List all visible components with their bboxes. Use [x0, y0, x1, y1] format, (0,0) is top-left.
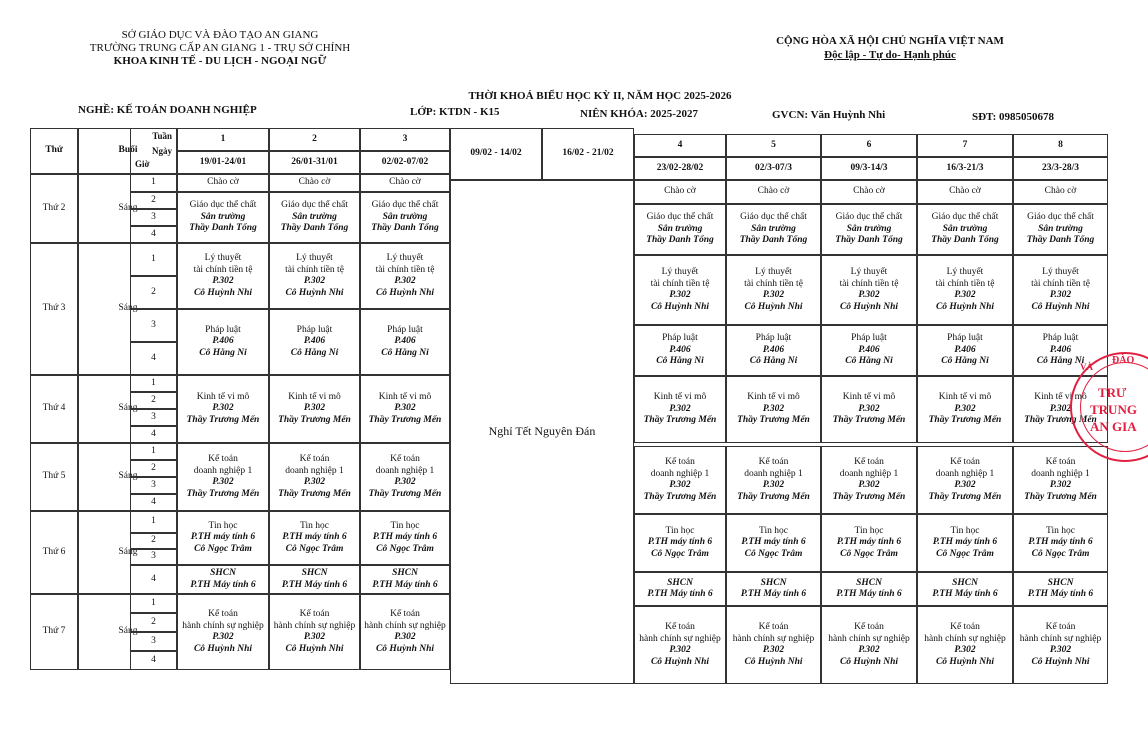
- period-7-1: 1: [130, 594, 177, 613]
- class-ktdn-w7: Kế toán doanh nghiệp 1 P.302 Thầy Trương Mến: [917, 446, 1013, 514]
- session-3: Sáng: [78, 243, 178, 375]
- stamp-text-5: VÀ: [1080, 362, 1093, 372]
- header-thu: Thứ: [30, 128, 78, 174]
- session-2: Sáng: [78, 174, 178, 243]
- period-6-2: 2: [130, 533, 177, 549]
- class-ktvm-w2: Kinh tế vi mô P.302 Thầy Trương Mến: [269, 375, 360, 443]
- class-ktdn-w6: Kế toán doanh nghiệp 1 P.302 Thầy Trương Mến: [821, 446, 917, 514]
- class-shcn-w7: SHCN P.TH Máy tính 6: [917, 572, 1013, 606]
- session-7: Sáng: [78, 594, 178, 670]
- period-6-4: 4: [130, 565, 177, 594]
- session-4: Sáng: [78, 375, 178, 443]
- week-num-7: 7: [917, 134, 1013, 157]
- stamp-text-2: TRUNG: [1090, 402, 1137, 417]
- major: NGHỀ: KẾ TOÁN DOANH NGHIỆP: [78, 104, 257, 116]
- class-ktvm-w1: Kinh tế vi mô P.302 Thầy Trương Mến: [177, 375, 269, 443]
- day-4: Thứ 4: [30, 375, 78, 443]
- week-num-6: 6: [821, 134, 917, 157]
- class-kthc-w4: Kế toán hành chính sự nghiệp P.302 Cô Huỳnh Nhi: [634, 606, 726, 684]
- class-shcn-w8: SHCN P.TH Máy tính 6: [1013, 572, 1108, 606]
- country-name: CỘNG HÒA XÃ HỘI CHỦ NGHĨA VIỆT NAM: [776, 35, 1004, 47]
- week-date-7: 16/3-21/3: [917, 157, 1013, 180]
- homeroom-teacher: GVCN: Văn Huỳnh Nhi: [772, 109, 886, 121]
- class-shcn-w5: SHCN P.TH Máy tính 6: [726, 572, 821, 606]
- period-4-3: 3: [130, 409, 177, 426]
- week-date-3: 02/02-07/02: [360, 151, 450, 174]
- class-ktdn-w1: Kế toán doanh nghiệp 1 P.302 Thầy Trương Mến: [177, 443, 269, 511]
- class-kthc-w6: Kế toán hành chính sự nghiệp P.302 Cô Huỳnh Nhi: [821, 606, 917, 684]
- timetable: [30, 128, 1108, 684]
- period-5-2: 2: [130, 460, 177, 477]
- class-chao_co-w7: Chào cờ: [917, 180, 1013, 204]
- period-6-1: 1: [130, 511, 177, 533]
- class-gdtc-w4: Giáo dục thể chất Sân trường Thầy Danh Tổng: [634, 204, 726, 255]
- class-name: LỚP: KTDN - K15: [410, 106, 500, 118]
- class-lttc-w7: Lý thuyết tài chính tiền tệ P.302 Cô Huỳnh Nhi: [917, 255, 1013, 325]
- week-date-8: 23/3-28/3: [1013, 157, 1108, 180]
- class-chao_co-w2: Chào cờ: [269, 174, 360, 192]
- period-3-4: 4: [130, 342, 177, 375]
- period-3-1: 1: [130, 243, 177, 276]
- class-lttc-w2: Lý thuyết tài chính tiền tệ P.302 Cô Huỳnh Nhi: [269, 243, 360, 309]
- class-pl-w5: Pháp luật P.406 Cô Hằng Ni: [726, 325, 821, 376]
- class-gdtc-w8: Giáo dục thể chất Sân trường Thầy Danh Tổng: [1013, 204, 1108, 255]
- class-gdtc-w2: Giáo dục thể chất Sân trường Thầy Danh Tổng: [269, 192, 360, 243]
- period-2-2: 2: [130, 192, 177, 209]
- day-5: Thứ 5: [30, 443, 78, 511]
- class-th-w3: Tin học P.TH máy tính 6 Cô Ngọc Trâm: [360, 511, 450, 565]
- week-date-6: 09/3-14/3: [821, 157, 917, 180]
- period-7-4: 4: [130, 651, 177, 670]
- class-lttc-w3: Lý thuyết tài chính tiền tệ P.302 Cô Huỳnh Nhi: [360, 243, 450, 309]
- class-ktvm-w3: Kinh tế vi mô P.302 Thầy Trương Mến: [360, 375, 450, 443]
- period-2-4: 4: [130, 226, 177, 243]
- class-shcn-w2: SHCN P.TH Máy tính 6: [269, 565, 360, 594]
- class-pl-w1: Pháp luật P.406 Cô Hằng Ni: [177, 309, 269, 375]
- class-shcn-w6: SHCN P.TH Máy tính 6: [821, 572, 917, 606]
- class-lttc-w5: Lý thuyết tài chính tiền tệ P.302 Cô Huỳnh Nhi: [726, 255, 821, 325]
- week-num-4: 4: [634, 134, 726, 157]
- stamp-text-1: TRƯ: [1098, 385, 1127, 400]
- class-chao_co-w3: Chào cờ: [360, 174, 450, 192]
- week-num-1: 1: [177, 128, 269, 151]
- week-num-3: 3: [360, 128, 450, 151]
- class-gdtc-w3: Giáo dục thể chất Sân trường Thầy Danh Tổng: [360, 192, 450, 243]
- class-pl-w2: Pháp luật P.406 Cô Hằng Ni: [269, 309, 360, 375]
- class-ktdn-w4: Kế toán doanh nghiệp 1 P.302 Thầy Trương Mến: [634, 446, 726, 514]
- class-kthc-w5: Kế toán hành chính sự nghiệp P.302 Cô Huỳnh Nhi: [726, 606, 821, 684]
- class-kthc-w7: Kế toán hành chính sự nghiệp P.302 Cô Huỳnh Nhi: [917, 606, 1013, 684]
- class-th-w8: Tin học P.TH máy tính 6 Cô Ngọc Trâm: [1013, 514, 1108, 572]
- week-num-5: 5: [726, 134, 821, 157]
- session-6: Sáng: [78, 511, 178, 594]
- class-th-w4: Tin học P.TH máy tính 6 Cô Ngọc Trâm: [634, 514, 726, 572]
- class-shcn-w4: SHCN P.TH Máy tính 6: [634, 572, 726, 606]
- period-7-3: 3: [130, 632, 177, 651]
- holiday-date-1: 09/02 - 14/02: [450, 128, 542, 180]
- class-pl-w6: Pháp luật P.406 Cô Hằng Ni: [821, 325, 917, 376]
- class-lttc-w1: Lý thuyết tài chính tiền tệ P.302 Cô Huỳnh Nhi: [177, 243, 269, 309]
- class-shcn-w1: SHCN P.TH Máy tính 6: [177, 565, 269, 594]
- class-pl-w3: Pháp luật P.406 Cô Hằng Ni: [360, 309, 450, 375]
- class-lttc-w4: Lý thuyết tài chính tiền tệ P.302 Cô Huỳnh Nhi: [634, 255, 726, 325]
- week-date-2: 26/01-31/01: [269, 151, 360, 174]
- period-4-1: 1: [130, 375, 177, 392]
- header-tuan-ngay-gio: [130, 128, 177, 174]
- period-4-2: 2: [130, 392, 177, 409]
- period-6-3: 3: [130, 549, 177, 565]
- faculty-name: KHOA KINH TẾ - DU LỊCH - NGOẠI NGỮ: [113, 55, 327, 67]
- class-pl-w8: Pháp luật P.406 Cô Hằng Ni: [1013, 325, 1108, 376]
- class-th-w5: Tin học P.TH máy tính 6 Cô Ngọc Trâm: [726, 514, 821, 572]
- motto: Độc lập - Tự do- Hạnh phúc: [824, 49, 956, 61]
- holiday-date-2: 16/02 - 21/02: [542, 128, 634, 180]
- week-num-2: 2: [269, 128, 360, 151]
- class-ktvm-w5: Kinh tế vi mô P.302 Thầy Trương Mến: [726, 376, 821, 443]
- class-th-w7: Tin học P.TH máy tính 6 Cô Ngọc Trâm: [917, 514, 1013, 572]
- period-5-4: 4: [130, 494, 177, 511]
- period-3-3: 3: [130, 309, 177, 342]
- school-name: TRƯỜNG TRUNG CẤP AN GIANG 1 - TRỤ SỞ CHÍNH: [89, 42, 351, 54]
- class-lttc-w6: Lý thuyết tài chính tiền tệ P.302 Cô Huỳnh Nhi: [821, 255, 917, 325]
- class-pl-w4: Pháp luật P.406 Cô Hằng Ni: [634, 325, 726, 376]
- week-num-8: 8: [1013, 134, 1108, 157]
- week-date-5: 02/3-07/3: [726, 157, 821, 180]
- period-7-2: 2: [130, 613, 177, 632]
- header-gio: Giờ: [135, 159, 150, 169]
- class-lttc-w8: Lý thuyết tài chính tiền tệ P.302 Cô Huỳnh Nhi: [1013, 255, 1108, 325]
- class-pl-w7: Pháp luật P.406 Cô Hằng Ni: [917, 325, 1013, 376]
- class-chao_co-w8: Chào cờ: [1013, 180, 1108, 204]
- day-7: Thứ 7: [30, 594, 78, 670]
- course-years: NIÊN KHÓA: 2025-2027: [580, 108, 698, 120]
- class-ktvm-w4: Kinh tế vi mô P.302 Thầy Trương Mến: [634, 376, 726, 443]
- class-gdtc-w7: Giáo dục thể chất Sân trường Thầy Danh Tổng: [917, 204, 1013, 255]
- holiday-cell: Nghỉ Tết Nguyên Đán: [450, 180, 634, 684]
- class-kthc-w8: Kế toán hành chính sự nghiệp P.302 Cô Huỳnh Nhi: [1013, 606, 1108, 684]
- header-ngay: Ngày: [152, 146, 172, 156]
- class-ktvm-w7: Kinh tế vi mô P.302 Thầy Trương Mến: [917, 376, 1013, 443]
- period-2-1: 1: [130, 174, 177, 192]
- dept-name: SỞ GIÁO DỤC VÀ ĐÀO TẠO AN GIANG: [121, 29, 319, 41]
- session-5: Sáng: [78, 443, 178, 511]
- day-3: Thứ 3: [30, 243, 78, 375]
- period-4-4: 4: [130, 426, 177, 443]
- class-ktdn-w8: Kế toán doanh nghiệp 1 P.302 Thầy Trương Mến: [1013, 446, 1108, 514]
- class-kthc-w3: Kế toán hành chính sự nghiệp P.302 Cô Huỳnh Nhi: [360, 594, 450, 670]
- class-ktdn-w3: Kế toán doanh nghiệp 1 P.302 Thầy Trương Mến: [360, 443, 450, 511]
- class-ktdn-w2: Kế toán doanh nghiệp 1 P.302 Thầy Trương Mến: [269, 443, 360, 511]
- class-gdtc-w1: Giáo dục thể chất Sân trường Thầy Danh Tổng: [177, 192, 269, 243]
- stamp-text-4: ĐÀO: [1112, 355, 1135, 366]
- period-5-1: 1: [130, 443, 177, 460]
- phone: SĐT: 0985050678: [972, 111, 1054, 123]
- class-ktvm-w6: Kinh tế vi mô P.302 Thầy Trương Mến: [821, 376, 917, 443]
- class-kthc-w1: Kế toán hành chính sự nghiệp P.302 Cô Huỳnh Nhi: [177, 594, 269, 670]
- class-th-w6: Tin học P.TH máy tính 6 Cô Ngọc Trâm: [821, 514, 917, 572]
- header-buoi: Buổi: [78, 128, 178, 174]
- class-th-w1: Tin học P.TH máy tính 6 Cô Ngọc Trâm: [177, 511, 269, 565]
- period-3-2: 2: [130, 276, 177, 309]
- day-2: Thứ 2: [30, 174, 78, 243]
- week-date-1: 19/01-24/01: [177, 151, 269, 174]
- day-6: Thứ 6: [30, 511, 78, 594]
- class-chao_co-w4: Chào cờ: [634, 180, 726, 204]
- period-5-3: 3: [130, 477, 177, 494]
- period-2-3: 3: [130, 209, 177, 226]
- header-tuan: Tuần: [152, 131, 172, 141]
- class-chao_co-w1: Chào cờ: [177, 174, 269, 192]
- class-th-w2: Tin học P.TH máy tính 6 Cô Ngọc Trâm: [269, 511, 360, 565]
- stamp-text-3: AN GIA: [1090, 419, 1137, 434]
- class-gdtc-w6: Giáo dục thể chất Sân trường Thầy Danh Tổng: [821, 204, 917, 255]
- class-ktdn-w5: Kế toán doanh nghiệp 1 P.302 Thầy Trương Mến: [726, 446, 821, 514]
- class-chao_co-w6: Chào cờ: [821, 180, 917, 204]
- class-kthc-w2: Kế toán hành chính sự nghiệp P.302 Cô Huỳnh Nhi: [269, 594, 360, 670]
- week-date-4: 23/02-28/02: [634, 157, 726, 180]
- class-shcn-w3: SHCN P.TH Máy tính 6: [360, 565, 450, 594]
- class-gdtc-w5: Giáo dục thể chất Sân trường Thầy Danh Tổng: [726, 204, 821, 255]
- class-chao_co-w5: Chào cờ: [726, 180, 821, 204]
- page-title: THỜI KHOÁ BIỂU HỌC KỲ II, NĂM HỌC 2025-2026: [468, 90, 732, 102]
- class-ktvm-w8: Kinh tế vi mô P.302 Thầy Trương Mến: [1013, 376, 1108, 443]
